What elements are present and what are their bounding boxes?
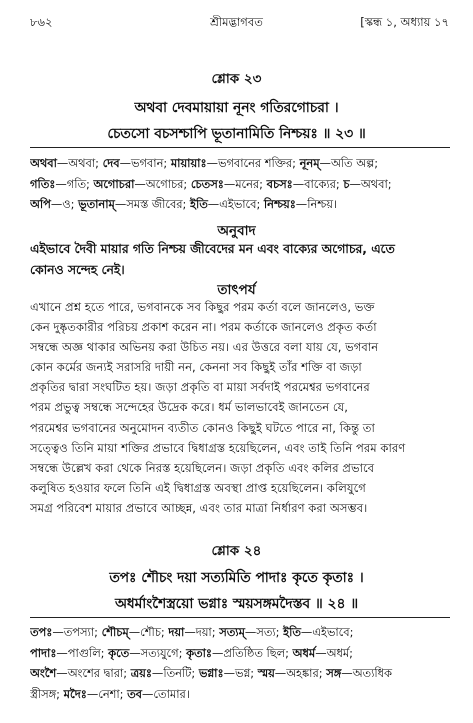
term-meaning: —অধর্ম;: [315, 645, 354, 660]
sanskrit-term: ভগ্নাঃ: [198, 666, 224, 680]
sanskrit-term: নূনম্: [299, 156, 320, 170]
sanskrit-term: পাদাঃ: [30, 645, 57, 660]
word-meaning-line: [30, 684, 450, 705]
purport-line: সম্বন্ধে উল্লেখ করা থেকে নিরস্ত হয়েছিলেন। জড়া প্রকৃতি এবং কলির প্রভাবে: [30, 460, 375, 475]
verse-24-line-1: তপঃ শৌচং দয়া সত্যমিতি পাদাঃ কৃতে কৃতাঃ ।: [109, 570, 364, 586]
sanskrit-term: অংশৈ: [30, 666, 57, 680]
translation-line: এইভাবে দৈবী মায়ার গতি নিশ্চয় জীবেদের মন এবং বাক্যের অগোচর, এতে: [30, 242, 395, 256]
term-meaning: —পাগুলি;: [56, 645, 109, 660]
verse-24-divider: [30, 617, 450, 618]
term-meaning: —অথবা;: [349, 176, 392, 191]
sanskrit-term: ভূতানাম্: [78, 197, 115, 211]
purport-line: সমগ্র পরিবেশ মায়ার প্রভাবে আচ্ছন্ন, এবং তার মাত্রা নির্ধারণ করা অসম্ভব।: [30, 500, 368, 515]
term-meaning: —সত্য;: [244, 625, 284, 639]
sanskrit-term: কৃতাঃ: [186, 645, 212, 660]
sanskrit-term: তব: [127, 686, 143, 701]
purport-text: [30, 297, 450, 518]
sanskrit-term: কৃতে: [108, 645, 130, 660]
term-meaning: —প্রতিষ্ঠিত ছিল;: [211, 645, 293, 660]
sanskrit-term: নিশ্চয়ঃ: [263, 197, 296, 211]
term-meaning: —তপস্যা;: [52, 625, 102, 639]
sanskrit-term: অপি: [30, 197, 51, 211]
term-meaning: —ভগবানের শক্তির;: [206, 156, 300, 170]
term-meaning: স্ত্রীসঙ্গ;: [30, 686, 64, 701]
running-section-label: [স্কন্ধ ১, অধ্যায় ১৭: [360, 15, 449, 29]
sanskrit-term: চেতসঃ: [190, 176, 224, 191]
word-meaning-line: [30, 194, 450, 215]
term-meaning: —অংশের দ্বারা;: [56, 666, 131, 680]
verse-23-line-1: অথবা দেবমায়ায়া নূনং গতিরগোচরা ।: [134, 100, 339, 116]
purport-line: সত্ত্বেও তিনি মায়া শক্তির প্রভাবে দ্বিধাগ্রস্ত হয়েছিলেন, এবং তাই তিনি পরম কারণ: [30, 440, 406, 455]
purport-line: এখানে প্রশ্ন হতে পারে, ভগবানকে সব কিছুর পরম কর্তা বলে জানলেও, ভক্ত: [30, 300, 375, 314]
translation-heading: অনুবাদ: [217, 223, 256, 239]
term-meaning: —ও;: [50, 197, 79, 211]
purport-line: সম্বন্ধে অজ্ঞ থাকার অভিনয় করা উচিত নয়। এর উত্তরে বলা যায় যে, ভগবান: [30, 340, 379, 355]
term-meaning: —এইভাবে;: [300, 625, 354, 639]
verse-24-word-meanings: [30, 622, 450, 704]
purport-line: প্রকৃতির দ্বারা সংঘটিত হয়। জড়া প্রকৃতি বা মায়া সর্বদাই পরমেশ্বর ভগবানের: [30, 380, 370, 395]
term-meaning: —তোমার।: [142, 686, 190, 701]
translation-line: কোনও সন্দেহ নেই।: [30, 262, 125, 277]
sanskrit-term: গতিঃ: [30, 176, 56, 191]
term-meaning: —নেশা;: [86, 686, 128, 701]
verse-24-heading: শ্লোক ২৪: [211, 543, 262, 559]
term-meaning: —সমস্ত জীবের;: [114, 197, 191, 211]
term-meaning: —অগোচর;: [134, 176, 191, 191]
verse-23-divider: [30, 147, 450, 148]
sanskrit-term: ইতি: [283, 625, 301, 639]
verse-24-line-2: অধর্মাংশৈস্ত্রয়ো ভগ্নাঃ স্ময়সঙ্গমদৈস্তব ॥ ২৪ ॥: [114, 596, 359, 612]
sanskrit-term: তপঃ: [30, 625, 53, 639]
running-book-title: শ্রীমদ্ভাগবত: [210, 15, 263, 29]
purport-line: পরম প্রভুত্ব সম্বন্ধে সন্দেহের উদ্রেক করে। ধর্ম ভালভাবেই জানতেন যে,: [30, 400, 348, 415]
sanskrit-term: ত্রয়ঃ: [130, 666, 152, 680]
sanskrit-term: সত্যম্: [219, 625, 245, 639]
word-meaning-line: [30, 663, 450, 684]
sanskrit-term: অধর্ম: [292, 645, 316, 660]
term-meaning: —দয়া;: [184, 625, 220, 639]
sanskrit-term: দয়া: [168, 625, 185, 639]
verse-23-word-meanings: [30, 153, 450, 215]
sanskrit-term: দেব: [102, 156, 120, 170]
term-meaning: —অত্যধিক: [341, 666, 393, 680]
purport-line: কেন দুষ্কৃতকারীর পরিচয় প্রকাশ করেন না। পরম কর্তাকে জানলেও প্রকৃত কর্তা: [30, 320, 377, 335]
purport-heading: তাৎপর্য: [217, 282, 256, 298]
term-meaning: —নিশ্চয়।: [295, 197, 338, 211]
translation-text: [30, 239, 450, 280]
term-meaning: —অহঙ্কার;: [274, 666, 327, 680]
purport-line: কোন কর্মের জন্যই সরাসরি দায়ী নন, কেননা সব কিছুই তাঁর শক্তি বা জড়া: [30, 360, 362, 375]
purport-line: কলুষিত হওয়ার ফলে তিনি এই দ্বিধাগ্রস্ত অবস্থা প্রাপ্ত হয়েছিলেন। কলিযুগে: [30, 480, 366, 495]
word-meaning-line: [30, 174, 450, 195]
sanskrit-term: মায়ায়াঃ: [170, 156, 207, 170]
verse-23-line-2: চেতসো বচসশ্চাপি ভূতানামিতি নিশ্চয়ঃ ॥ ২৩ ॥: [107, 126, 366, 142]
term-meaning: —অথবা;: [56, 156, 103, 170]
sanskrit-term: বচসঃ: [266, 176, 293, 191]
sanskrit-term: অথবা: [30, 156, 57, 170]
word-meaning-line: [30, 153, 450, 174]
sanskrit-term: চ: [343, 176, 350, 191]
sanskrit-term: শৌচম্: [101, 625, 129, 639]
word-meaning-line: [30, 643, 450, 664]
sanskrit-term: স্ময়: [257, 666, 275, 680]
sanskrit-term: ইতি: [190, 197, 208, 211]
sanskrit-term: মদৈঃ: [63, 686, 87, 701]
term-meaning: —মনের;: [223, 176, 267, 191]
verse-23-heading: শ্লোক ২৩: [211, 71, 262, 87]
term-meaning: —তিনটি;: [151, 666, 199, 680]
term-meaning: —শৌচ;: [128, 625, 169, 639]
term-meaning: —ভগ্ন;: [223, 666, 258, 680]
term-meaning: —অতি অল্প;: [319, 156, 379, 170]
term-meaning: —এইভাবে;: [207, 197, 264, 211]
term-meaning: —বাক্যের;: [292, 176, 344, 191]
sanskrit-term: সঙ্গ: [326, 666, 342, 680]
purport-line: পরমেশ্বর ভগবানের অনুমোদন ব্যতীত কোনও কিছুই ঘটতে পারে না, কিন্তু তা: [30, 420, 375, 435]
term-meaning: —গতি;: [55, 176, 94, 191]
page-number: ৮৬২: [30, 15, 53, 29]
sanskrit-term: অগোচরা: [93, 176, 135, 191]
term-meaning: —সত্যযুগে;: [129, 645, 187, 660]
term-meaning: —ভগবান;: [119, 156, 171, 170]
word-meaning-line: [30, 622, 450, 643]
